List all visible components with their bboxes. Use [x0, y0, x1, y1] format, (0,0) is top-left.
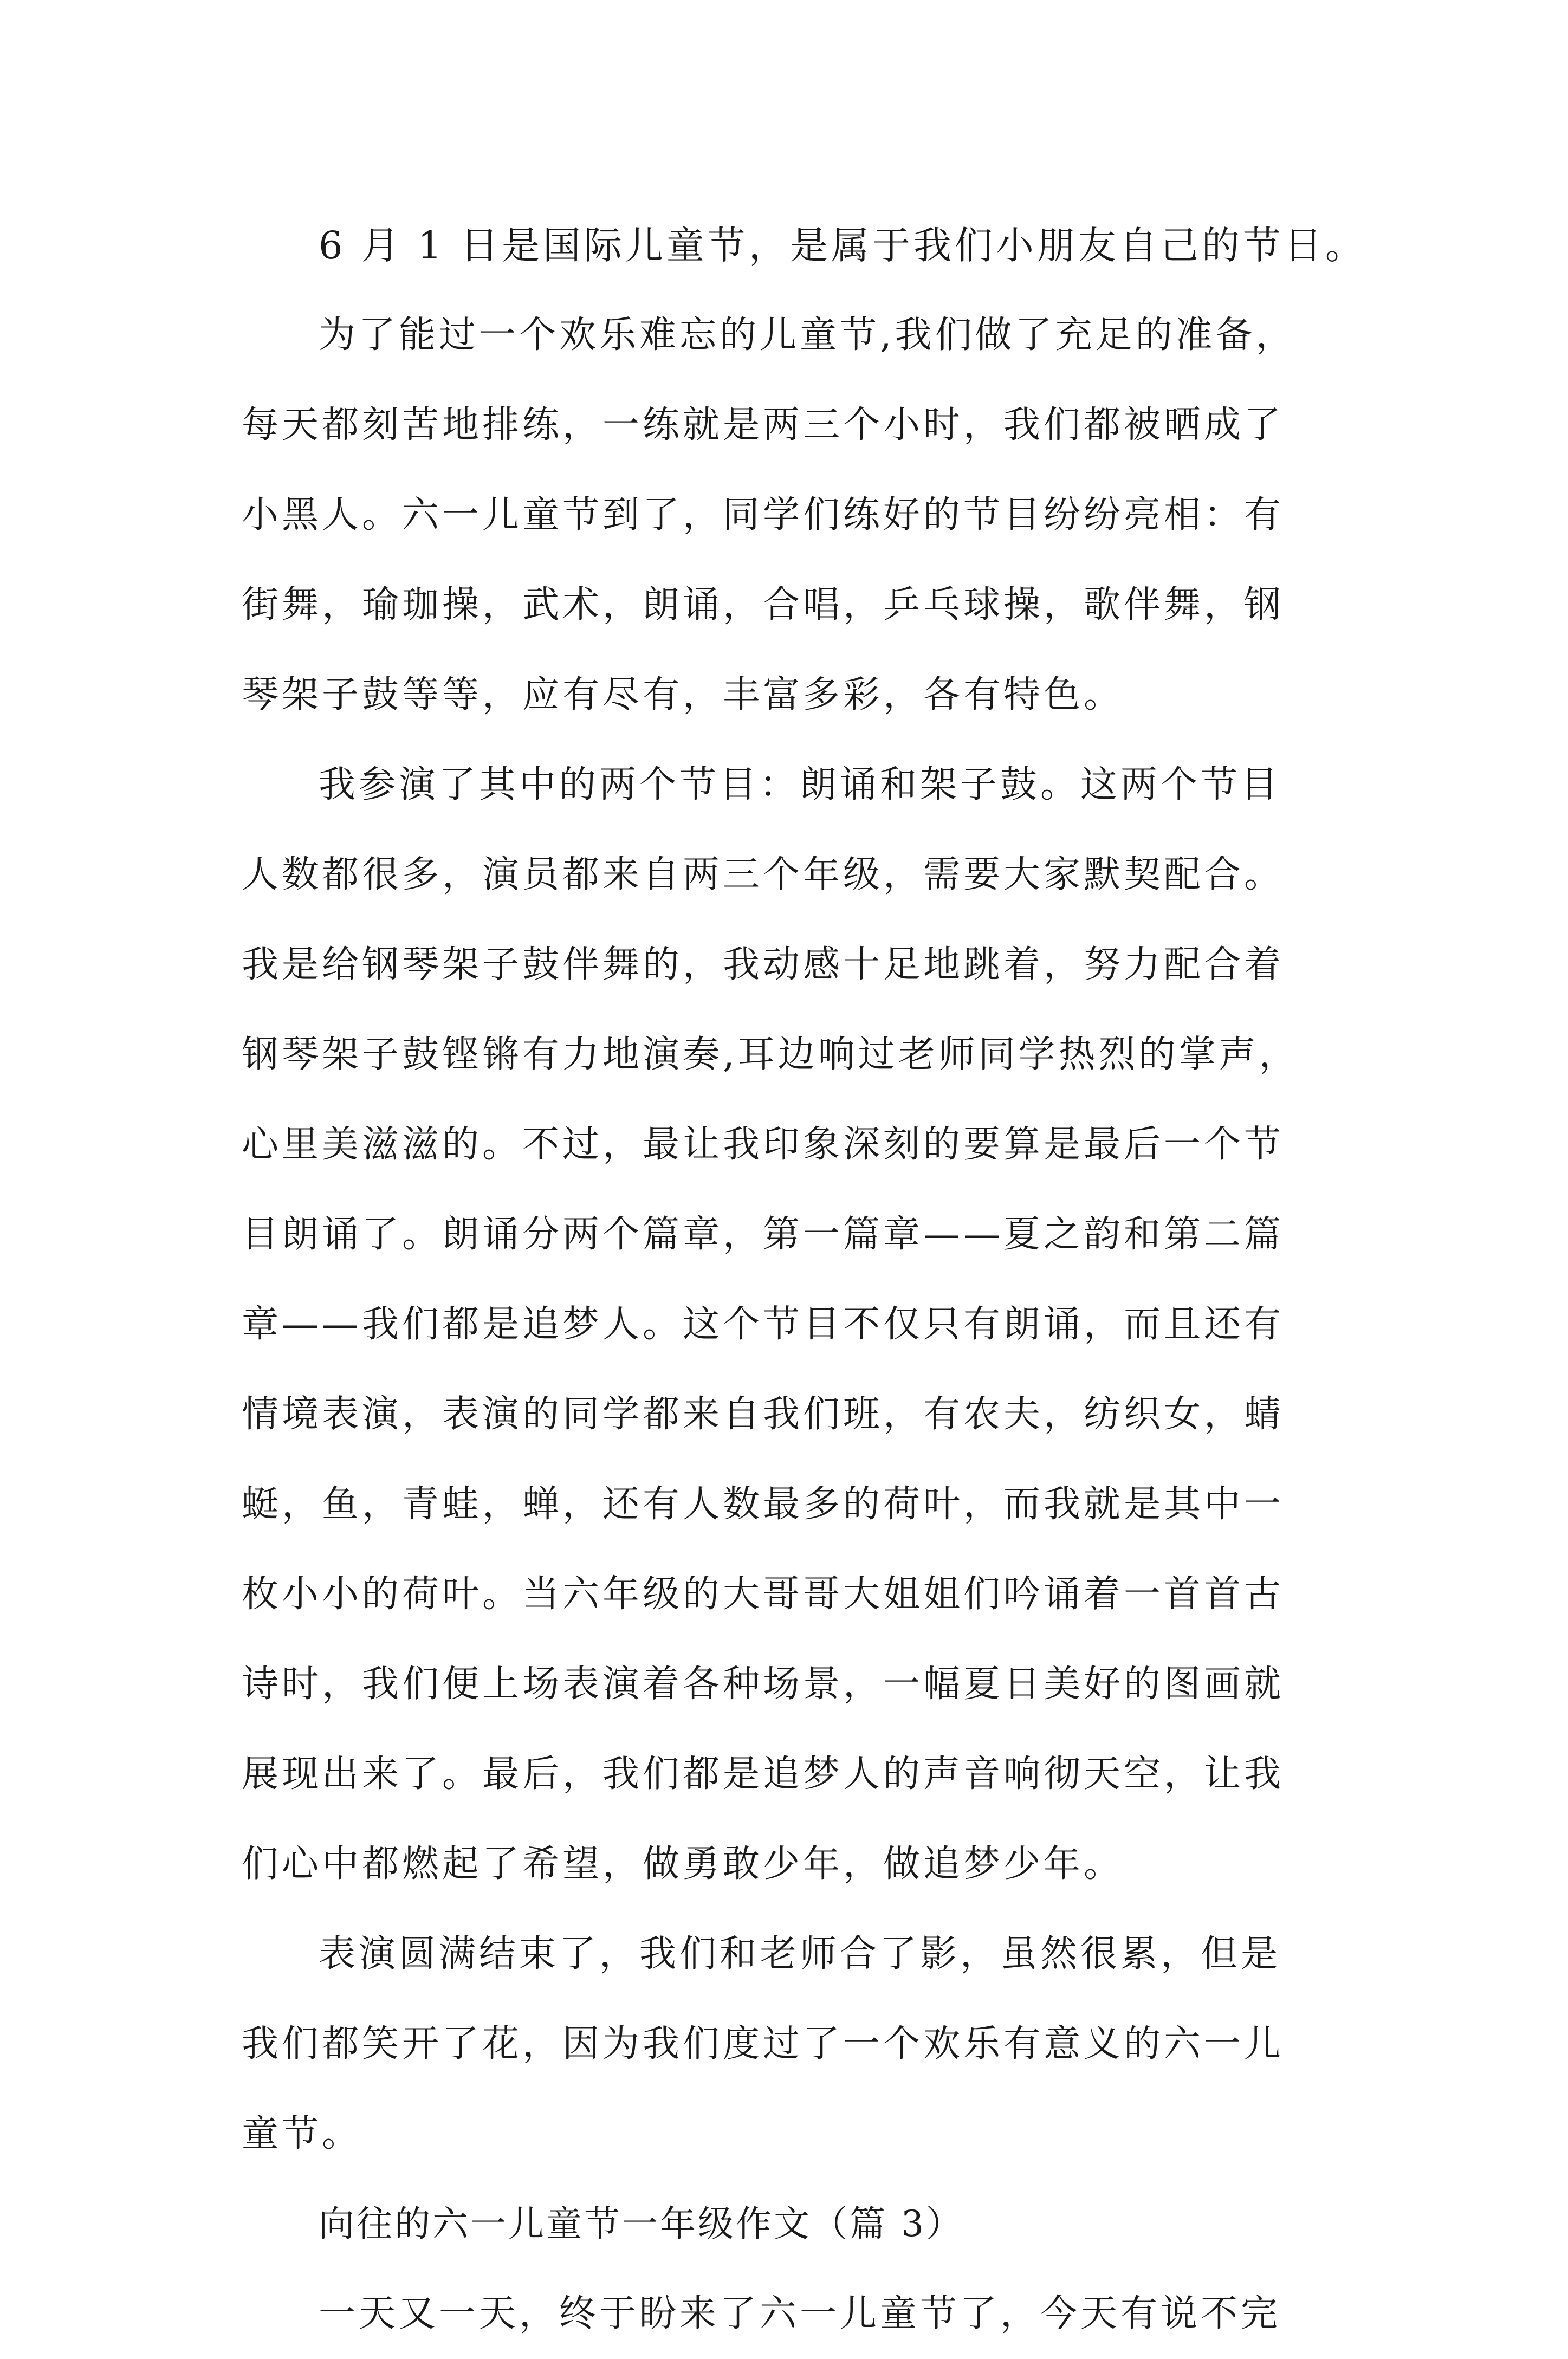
paragraph-line: 心里美滋滋的。不过，最让我印象深刻的要算是最后一个节: [242, 1123, 1285, 1166]
paragraph-line: 我参演了其中的两个节目：朗诵和架子鼓。这两个节目: [319, 763, 1281, 806]
paragraph-line: 街舞，瑜珈操，武术，朗诵，合唱，乒乓球操，歌伴舞，钢: [242, 584, 1285, 626]
paragraph-line: 蜓，鱼，青蛙，蝉，还有人数最多的荷叶，而我就是其中一: [242, 1483, 1285, 1526]
paragraph-line: 我是给钢琴架子鼓伴舞的，我动感十足地跳着，努力配合着: [242, 943, 1285, 986]
paragraph-line: 每天都刻苦地排练，一练就是两三个小时，我们都被晒成了: [242, 404, 1285, 446]
paragraph-line: 童节。: [242, 2112, 362, 2155]
paragraph-line: 章——我们都是追梦人。这个节目不仅只有朗诵，而且还有: [242, 1303, 1285, 1346]
paragraph-line: 琴架子鼓等等，应有尽有，丰富多彩，各有特色。: [242, 673, 1124, 716]
section-heading: 向往的六一儿童节一年级作文（篇 3）: [319, 2203, 964, 2245]
paragraph-line: 表演圆满结束了，我们和老师合了影，虽然很累，但是: [319, 1933, 1281, 1975]
paragraph-line: 我们都笑开了花，因为我们度过了一个欢乐有意义的六一儿: [242, 2023, 1285, 2065]
paragraph-line: 们心中都燃起了希望，做勇敢少年，做追梦少年。: [242, 1843, 1124, 1885]
paragraph-line: 枚小小的荷叶。当六年级的大哥哥大姐姐们吟诵着一首首古: [242, 1573, 1285, 1616]
paragraph-line: 目朗诵了。朗诵分两个篇章，第一篇章——夏之韵和第二篇: [242, 1213, 1285, 1256]
paragraph-line: 为了能过一个欢乐难忘的儿童节,我们做了充足的准备，: [319, 314, 1296, 357]
paragraph-line: 小黑人。六一儿童节到了，同学们练好的节目纷纷亮相：有: [242, 494, 1285, 536]
paragraph-line: 6 月 1 日是国际儿童节，是属于我们小朋友自己的节日。: [319, 223, 1366, 268]
document-body: [242, 200, 1366, 2359]
paragraph-line: 人数都很多，演员都来自两三个年级，需要大家默契配合。: [242, 853, 1285, 896]
paragraph-line: 展现出来了。最后，我们都是追梦人的声音响彻天空，让我: [242, 1753, 1285, 1796]
paragraph-line: 钢琴架子鼓铿锵有力地演奏,耳边响过老师同学热烈的掌声，: [242, 1033, 1299, 1076]
paragraph-line: 情境表演，表演的同学都来自我们班，有农夫，纺织女，蜻: [242, 1393, 1285, 1436]
paragraph-line: 诗时，我们便上场表演着各种场景，一幅夏日美好的图画就: [242, 1663, 1285, 1706]
paragraph-line: 一天又一天，终于盼来了六一儿童节了，今天有说不完: [319, 2292, 1281, 2335]
